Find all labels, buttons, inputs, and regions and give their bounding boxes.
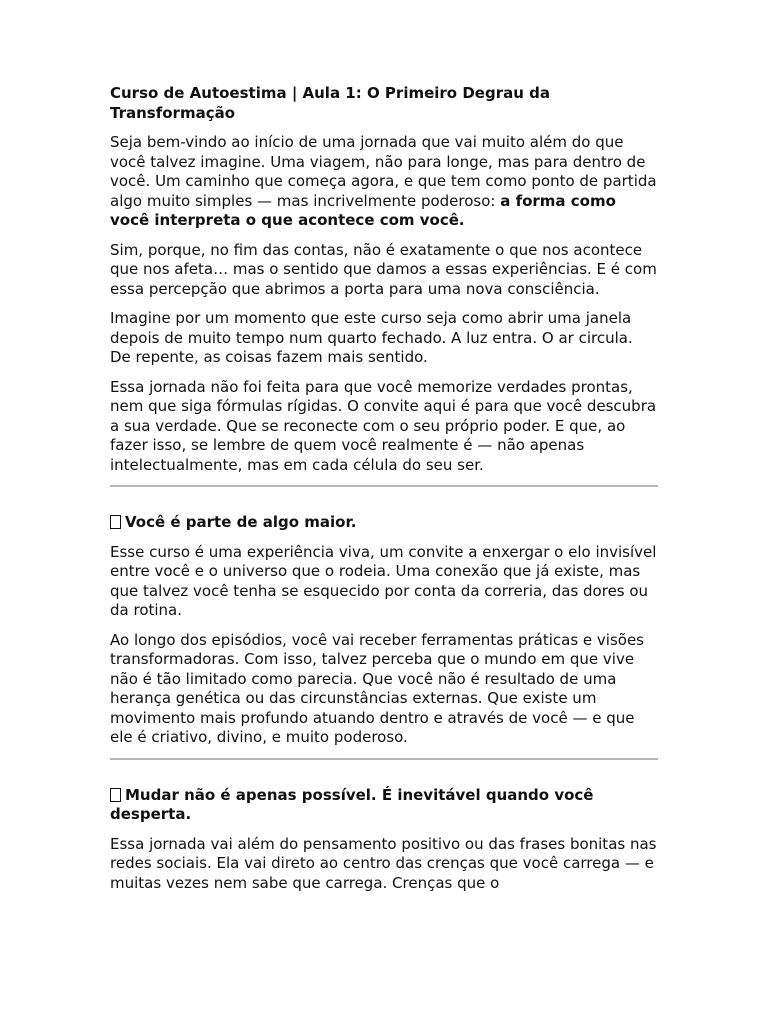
intro-paragraph-4: Essa jornada não foi feita para que você memorize verdades prontas, nem que siga fórmulas rígidas. O convite aqui é para que você descubra a sua verdade. Que se reconecte com o seu próprio poder. E que, ao fazer isso, se lembre de quem você realmente é — não apenas intelectualmente, mas em cada célula do seu ser. bbox=[110, 377, 657, 474]
section-2-paragraph-1: Essa jornada vai além do pensamento positivo ou das frases bonitas nas redes sociais. Ela vai direto ao centro das crenças que você carrega — e muitas vezes nem sabe que carrega. Crenças que o bbox=[110, 834, 657, 892]
section-2-heading bbox=[110, 786, 658, 825]
section-divider-2 bbox=[110, 758, 658, 760]
section-2-heading-text: Mudar não é apenas possível. É inevitável quando você desperta. bbox=[110, 785, 594, 823]
document-title: Curso de Autoestima | Aula 1: O Primeiro Degrau da Transformação bbox=[110, 84, 550, 122]
intro-paragraph-1-text: Seja bem-vindo ao início de uma jornada que vai muito além do que você talvez imagine. Uma viagem, não para longe, mas para dentro de você. Um caminho que começa agora, e que tem como ponto de partida algo muito simples — mas incrivelmente poderoso: bbox=[110, 133, 657, 210]
intro-paragraph-1-bold: a forma como você interpreta o que acontece com você. bbox=[110, 191, 616, 229]
missing-glyph-icon bbox=[110, 515, 121, 529]
section-1-heading-text: Você é parte de algo maior. bbox=[125, 513, 357, 531]
intro-paragraph-3: Imagine por um momento que este curso seja como abrir uma janela depois de muito tempo num quarto fechado. A luz entra. O ar circula. De repente, as coisas fazem mais sentido. bbox=[110, 309, 633, 366]
section-divider-1 bbox=[110, 485, 658, 487]
missing-glyph-icon bbox=[110, 788, 121, 802]
section-1-paragraph-2: Ao longo dos episódios, você vai receber ferramentas práticas e visões transformadoras. Com isso, talvez perceba que o mundo em que vive não é tão limitado como parecia. Que você não é resultado de uma herança genética ou das circunstâncias externas. Que existe um movimento mais profundo atuando dentro e através de você — e que ele é criativo, divino, e muito poderoso. bbox=[110, 630, 645, 746]
intro-paragraph-2: Sim, porque, no fim das contas, não é exatamente o que nos acontece que nos afeta… mas o sentido que damos a essas experiências. E é com essa percepção que abrimos a porta para uma nova consciência. bbox=[110, 240, 657, 298]
document-page bbox=[110, 84, 658, 903]
intro-paragraph-1 bbox=[110, 133, 658, 231]
section-1-heading bbox=[110, 513, 658, 533]
section-1-paragraph-1: Esse curso é uma experiência viva, um convite a enxergar o elo invisível entre você e o universo que o rodeia. Uma conexão que já existe, mas que talvez você tenha se esquecido por conta da correria, das dores ou da rotina. bbox=[110, 542, 657, 619]
